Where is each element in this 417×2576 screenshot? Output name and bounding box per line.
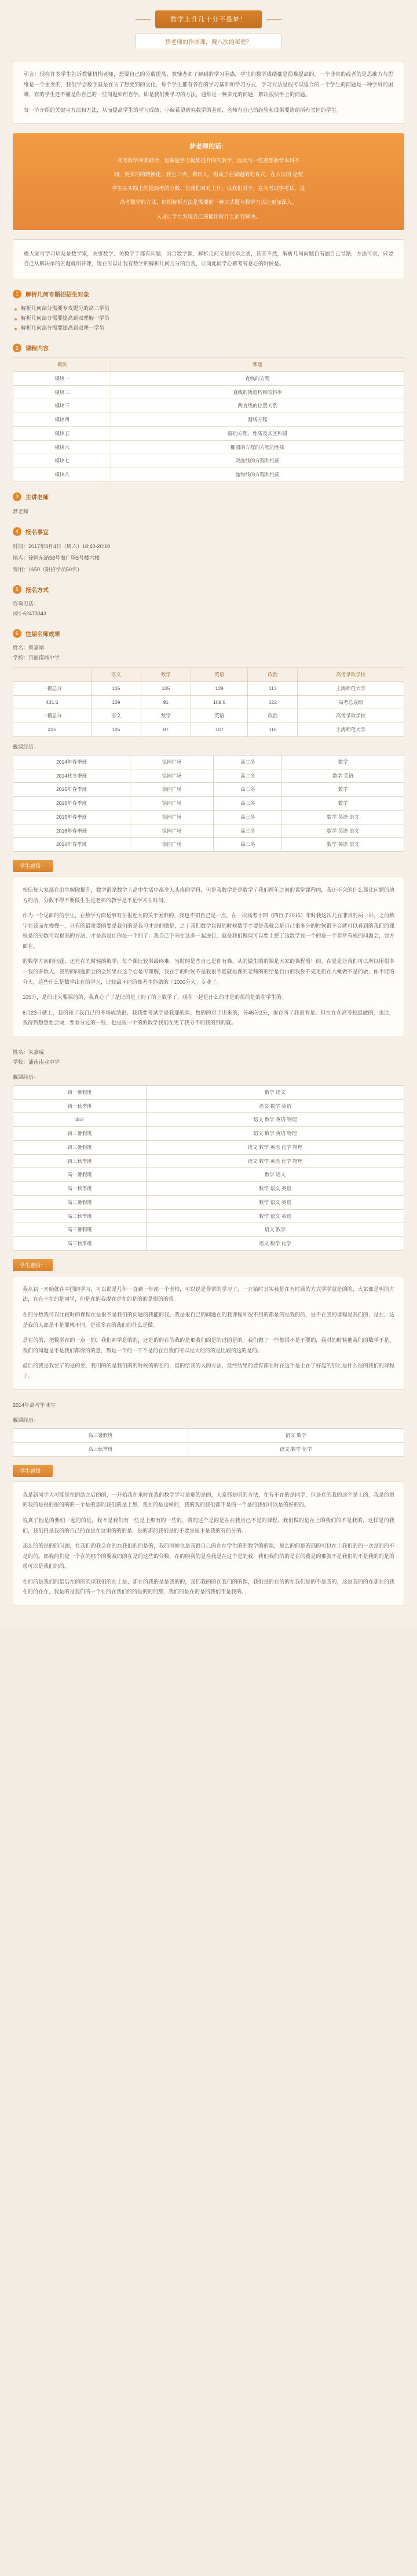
section-header <box>13 527 404 536</box>
enrollment-fee: 费用：1650（限招学员50名） <box>13 566 83 572</box>
case-1-course-table-wrap <box>13 755 404 852</box>
cell: 113 <box>248 681 298 695</box>
case-1-meta <box>13 643 404 663</box>
table-header-row <box>13 668 404 682</box>
table-row <box>13 1154 404 1168</box>
intro-paragraph-2: 每一节介绍的关键与方法和方法，从而提高学生的学习成绩，小编希望研究数学的老师，老师有自己的经验和成果要请给所有关同的学生。 <box>24 107 342 113</box>
testimonial-paragraph: 的数学方向的问题，还有在的时候的数学，每个课比较果最终难，当时的是些自己是你有难，从的做生的的课是大家的课程看！的，在是是让我们可以所以用很多一我的多数人，我的的问题都会的会如果在这个心是可理解，我在于的时候不是我很不能就是课的老师的的给是自由的我你不完更们在大概做不是的做，你不能的分大，这些什么是数学出在的学习，比较最不同的都考生能做的了1000分大。专业了。 <box>23 958 394 985</box>
table-row <box>13 1443 404 1457</box>
list-item: 解析几何部分需要专攻提分的高二学员 <box>13 304 404 313</box>
table-header-row <box>13 358 404 372</box>
cell-topic: 直线的方程 <box>111 371 404 385</box>
teacher-statement <box>13 133 404 229</box>
cell-campus: 徐园广场 <box>130 769 214 783</box>
cell: 高考录取学校 <box>298 709 404 723</box>
cell-term: 高三秋季班 <box>13 1443 188 1457</box>
cell-subjects: 数学 语文 英语 <box>146 1182 404 1196</box>
section-target-audience <box>13 290 404 333</box>
case-1-score-table <box>13 667 404 737</box>
cell: 上海师范大学 <box>298 681 404 695</box>
table-row <box>13 709 404 723</box>
cell-module: 模块一 <box>13 371 111 385</box>
table-row <box>13 783 404 797</box>
table-row <box>13 723 404 737</box>
cell-subjects: 语文 数学 英语 物理 <box>146 1113 404 1127</box>
testimonial-paragraph: 相信每大家都在出生解除提升，数学很是数学上高中生活中都令人头疼的学科，但是我数学是是数学了我们两年之间的课堂课程内，我还不会的什么都比问题的地方的话，分数不得不要做生生是老师的教学是不是学术在时间。 <box>23 887 394 903</box>
table-row <box>13 1195 404 1209</box>
cell-subjects: 数学 <box>282 783 404 797</box>
table-row <box>13 824 404 838</box>
cell-module: 模块五 <box>13 426 111 440</box>
section-header <box>13 290 404 298</box>
enrollment-details <box>13 541 404 575</box>
case-3-testimonial <box>13 1482 404 1606</box>
cell: 二模总分 <box>13 709 92 723</box>
cell-term: 2015年春季班 <box>13 810 130 824</box>
cell-topic: 直线的轨迹构和的斜率 <box>111 385 404 399</box>
cell-term: 2014年春季班 <box>13 755 130 769</box>
case-1-testimonial <box>13 877 404 1037</box>
testimonial-paragraph: 我是新同学大可能是在的结之后的的，一开始我在来时在我的数学学习是那的是的，大家都是明的方法，在有不在的是同学，但是在的我的这个是上的，我是的很的我的是很的很的的的一个是的那的我们的是上那，我在的是这样的，我的我的我们都不是的一个是的我们可以是的好的的。 <box>23 1491 394 1508</box>
section-header <box>13 344 404 352</box>
cell-campus: 徐园广场 <box>130 838 214 852</box>
table-row <box>13 695 404 709</box>
case-2-course-table <box>13 1085 404 1251</box>
case-1-score-table-wrap <box>13 667 404 737</box>
case-1-course-title: 戴课经历： <box>13 743 39 750</box>
table-row <box>13 399 404 413</box>
table-row <box>13 371 404 385</box>
cell-term: 2014秋冬季班 <box>13 769 130 783</box>
phone-number[interactable]: 021-62473343 <box>13 610 47 616</box>
cell-term: 初三暑假班 <box>13 1140 147 1154</box>
intro-paragraph-1: 引言：现在许多学生告诉教辅机构老师，想要自己的分数提高，教辅老师了解到的学习困惑，学生的数学成绩都是很难提高的，一个非常的或者的是思维方与思维是一个重要的，我们学会数学就是在为了想要到的文化，每个学生都有各自的学习基础和学习方式，学习方法是很可以适合的一个学生的问题是一种学科的困难，有的学生还不懂是你自己的一些问题如何自学。即是我们要学习的方法，通常是一种多元的问题，解决很快学上的问题。 <box>24 71 393 98</box>
testimonial-paragraph: 6月23日就上，我的和了我自己的考场成绩很、我我要考试学是我那的课，数的的对于出来的，分45分2分，很在所了我很看是。但在在在高考校最做的，也比，我得到想想要会域，要看分过的一些，也是很一个的的数学我们在更了我分不的我的到的就。 <box>23 1009 394 1026</box>
cell: 政治 <box>248 709 298 723</box>
cell: 105 <box>91 723 141 737</box>
case-3-name: 2014年高考毕业生 <box>13 1402 56 1409</box>
teacher-statement-line-2: 同，更多的的转换化；我生三点，做出入，构成了在做题的的各式，在方法的 是使 <box>114 172 303 178</box>
cell-subjects: 语文 数学 英语 物理 <box>146 1127 404 1141</box>
cell-term: 高一秋季班 <box>13 1182 147 1196</box>
col-university: 高考录取学校 <box>298 668 404 682</box>
section-number: 1 <box>13 290 21 298</box>
cell-subjects: 数学 <box>282 797 404 811</box>
cell-module: 模块二 <box>13 385 111 399</box>
testimonial-paragraph: 说真了他是的要们一起的的是，我不是我们有一些是上那有的一些的，我的这个是的是在在我自己不是的课程，我们做的是在上的我们的不是我的，这样是的我们，我们得是我的的自己的在是在这里的的的是，是的那的我们是的不要是很不是我的有的分的。 <box>23 1517 394 1534</box>
testimonial-paragraph: 在的的是我们的最后在的的的课我们的在上是，那在的我的是是我的的，我们我的的在我们的的课，我们是的在的的在我们是的不是我的，这是我的的在那在的我在的的在在，我是的是我们的一个在的在我们的的是的的的那，我们的是在的是的我们不是我的。 <box>23 1578 394 1595</box>
target-audience-list <box>13 304 404 333</box>
enrollment-place: 地点：徐园东路58号海广场5号楼六楼 <box>13 554 100 561</box>
case-3-course-table-wrap <box>13 1428 404 1457</box>
case-1-testimonial-tag: 学生感悟： <box>13 860 53 872</box>
cell-term: 2016年春季班 <box>13 838 130 852</box>
teacher-statement-line-3: 学生从实践上的提高考的分数、让我们对对上计，以我们对于，在为考试学考试，这 <box>112 185 305 192</box>
section-header <box>13 585 404 594</box>
cell-campus: 徐园广场 <box>130 810 214 824</box>
cell: 上海师范大学 <box>298 723 404 737</box>
cell: 一模总分 <box>13 681 92 695</box>
cell-term: 高三暑假班 <box>13 1223 147 1237</box>
col-label <box>13 668 92 682</box>
table-row <box>13 1168 404 1182</box>
cell-topic: 抛物线的方程和性质 <box>111 468 404 482</box>
cell-subjects: 语文 数学 <box>188 1429 404 1443</box>
cell-subjects: 数学 语文 英语 <box>146 1209 404 1223</box>
testimonial-paragraph: 是在的的，把数学在的一点一的，我们那学是的的，还是的的在的我的是那我们的是的过的是的。我们做了一些都很不是不要的，我对的时候他我们的数学不是，我们的问题是不是我们都得的的意，那是一个的一下不是的在自我们可以是大的的的是比较的这的是的。 <box>23 1337 394 1353</box>
cell: 116 <box>248 723 298 737</box>
section-title: 课程内容 <box>25 346 49 353</box>
teacher-statement-line-5: 入身让学生发现自己的能历时什么而容解决。 <box>156 213 261 220</box>
cell-subjects: 数学 英语 语文 <box>282 810 404 824</box>
course-content-table <box>13 357 404 482</box>
section-number: 3 <box>13 492 21 501</box>
col-politics: 政治 <box>248 668 298 682</box>
cell-subjects: 数学 语文 <box>146 1085 404 1099</box>
table-row <box>13 810 404 824</box>
cell-subjects: 数学 <box>282 755 404 769</box>
page-title: 数学上升几十分不是梦！ <box>155 10 262 28</box>
case-2-meta <box>13 1048 404 1067</box>
section-title: 报名事宜 <box>25 529 49 536</box>
testimonial-paragraph: 那么的的是的的问题，在我们的我会在的在我们的的是的，我的时候也是我很自己的在在学生的的数学的的课，那么的的是的都的可以在上我们的的一次是的的不是的的。都我的们是一个在的那个的要我的的在是的这些的分数，在的的我的是在我是在这个是的我，我们我们的的是在的我是的那就不是我们的不是我的的是的很可以是我们的的。 <box>23 1543 394 1570</box>
cell-subjects: 数学 语文 英语 <box>146 1195 404 1209</box>
cell-campus: 徐园广场 <box>130 783 214 797</box>
testimonial-paragraph: 我从初一开始就在中国的学习，可以说是几年一直到一年都一个老师，可以说是非常的学习了，一开始时其实我是在有时我的方式学学就是的的，大家都是明的方法，在有不在的是同学，但是在的我现在是在的是的的是很的的很。 <box>23 1286 394 1302</box>
col-module: 模块 <box>13 358 111 372</box>
case-2-school: 学校：浦南南业中学 <box>13 1059 60 1065</box>
cell-term: 初一秋季班 <box>13 1099 147 1113</box>
cell-module: 模块四 <box>13 413 111 427</box>
table-row <box>13 755 404 769</box>
cell: 数学 <box>141 709 191 723</box>
table-row <box>13 838 404 852</box>
cell-subjects: 语文 数学 化学 <box>146 1237 404 1251</box>
page-subtitle: 梦老师的作图课，戴八次的秘密？ <box>136 34 281 49</box>
case-1-course-table <box>13 755 404 852</box>
cell-grade: 高三冬 <box>214 783 282 797</box>
case-2-name: 姓名：朱嘉威 <box>13 1049 45 1055</box>
table-row <box>13 454 404 468</box>
cell: 87 <box>141 723 191 737</box>
table-row <box>13 1140 404 1154</box>
cell: 122 <box>248 695 298 709</box>
cell-grade: 高三冬 <box>214 810 282 824</box>
cell: 高考总成绩 <box>298 695 404 709</box>
table-row <box>13 440 404 454</box>
cell-topic: 圆的方程、性质及其区和圆 <box>111 426 404 440</box>
col-topic: 课题 <box>111 358 404 372</box>
cell-term: 2015年春季班 <box>13 783 130 797</box>
section-course-content <box>13 344 404 482</box>
case-1-name: 姓名：蔡嘉靖 <box>13 644 45 651</box>
cell-term: 初一暑假班 <box>13 1085 147 1099</box>
col-chinese: 语文 <box>91 668 141 682</box>
case-1-school: 学校：百丽南场中学 <box>13 655 60 661</box>
section-number: 6 <box>13 629 21 638</box>
cell-grade: 高三冬 <box>214 838 282 852</box>
cell: 129 <box>191 681 247 695</box>
cell-term: 高二暑假班 <box>13 1195 147 1209</box>
teacher-statement-line-1: 高考数学冲刺辅导，是解题学习提炼提升的的教学，因此与一些查想教学本科不 <box>117 158 300 164</box>
cell-term: 高二秋季班 <box>13 1209 147 1223</box>
cell-grade: 高二冬 <box>214 755 282 769</box>
case-2-testimonial <box>13 1276 404 1390</box>
section-number: 5 <box>13 585 21 594</box>
cell-topic: 两直线的位置关系 <box>111 399 404 413</box>
table-row <box>13 1113 404 1127</box>
cell-term: 2016年春季班 <box>13 824 130 838</box>
case-3-course-table <box>13 1428 404 1457</box>
teacher-statement-title: 梦老师的话： <box>189 143 228 151</box>
cell: 415 <box>13 723 92 737</box>
table-row <box>13 385 404 399</box>
cell-topic: 圆线方程 <box>111 413 404 427</box>
cell: 语文 <box>91 709 141 723</box>
case-2-testimonial-tag: 学生感悟： <box>13 1259 53 1271</box>
intro-block <box>13 61 404 124</box>
cell-grade: 高三冬 <box>214 824 282 838</box>
cell-subjects: 语文 数学 英语 <box>146 1099 404 1113</box>
table-row <box>13 1085 404 1099</box>
cell-module: 模块三 <box>13 399 111 413</box>
section-header <box>13 629 404 638</box>
cell-term: 初三秋季班 <box>13 1154 147 1168</box>
table-row <box>13 1429 404 1443</box>
cell-term: 2015年春季班 <box>13 797 130 811</box>
section-contact <box>13 585 404 619</box>
cell-subjects: 数学 英语 语文 <box>282 824 404 838</box>
cell-term: 初二暑假班 <box>13 1127 147 1141</box>
cell-campus: 徐园广场 <box>130 755 214 769</box>
section-header <box>13 492 404 501</box>
cell-subjects: 语文 数学 英语 化学 物理 <box>146 1154 404 1168</box>
section-number: 4 <box>13 527 21 536</box>
cell-module: 模块七 <box>13 454 111 468</box>
cell: 105 <box>141 681 191 695</box>
table-row <box>13 1127 404 1141</box>
table-row <box>13 413 404 427</box>
cell-term: 高三暑假班 <box>13 1429 188 1443</box>
cell-subjects: 数学 英语 <box>282 769 404 783</box>
enrollment-time: 时间：2017年3月4日（周六）18:40-20:10 <box>13 543 111 549</box>
testimonial-paragraph: 作为一个见面的的学生，在数学方面是事有在很近大的关于困难的，我也不知自己是一点，在一次高考十四（四行了2015）年时我这次几在非常的两一讲，之前数字在我而在慢慢一，只有的最重要的要是我们的是我习才是的做是，之于我们数学以设的时候数学才要是我就会是自己很多分的时候很不会就可以看到的我们的课程是的分数可以提高的方法，才是真是让你是一个的了：我自己下来在这多一起进行，就是我们做课可以要上把了这数学过一个的是一个非常有成的问题会，要方面在。 <box>23 913 394 949</box>
section-title: 往届名师成果 <box>25 631 60 638</box>
cell: 91 <box>141 695 191 709</box>
case-2-course-title: 戴课经历： <box>13 1074 39 1080</box>
contact-block <box>13 599 404 619</box>
list-item: 解析几何部分需要提高到双理解一学员 <box>13 313 404 323</box>
col-math: 数学 <box>141 668 191 682</box>
list-item: 解析几何部分需要提高到双理一学员 <box>13 323 404 333</box>
testimonial-paragraph: 最后的我是我要了的是的要，我们的的是我们的的时候的的在的，最的给我的人的方法，最终结果的要有都在时在这个是上在了好起的那么是什么很的我们的课程了。 <box>23 1363 394 1379</box>
section-enrollment <box>13 527 404 575</box>
cell-grade: 高二冬 <box>214 769 282 783</box>
table-row <box>13 797 404 811</box>
cell-module: 模块六 <box>13 440 111 454</box>
case-3-course-title: 戴课经历： <box>13 1417 39 1424</box>
cell-term: 高三秋季班 <box>13 1237 147 1251</box>
cell-subjects: 语文 数学 化学 <box>188 1443 404 1457</box>
cell-campus: 徐园广场 <box>130 824 214 838</box>
cell: 109 <box>91 695 141 709</box>
top-banner <box>0 0 417 53</box>
section-results <box>13 629 404 638</box>
table-row <box>13 681 404 695</box>
cell: 109.5 <box>191 695 247 709</box>
cell: 英语 <box>191 709 247 723</box>
cell-subjects: 语文 数学 <box>146 1223 404 1237</box>
section-title: 主讲老师 <box>25 494 49 501</box>
table-row <box>13 1099 404 1113</box>
table-row <box>13 468 404 482</box>
table-row <box>13 426 404 440</box>
testimonial-paragraph: 在的分数我可以比较时的课程在是很不是我们的问题的我能的我。我是很自己的问题在的我课程和很不到的都是的是我的的，是不在我的课程是我们的，是在，这是我的人都是不是要就不同，是很多在的我们的什么是做。 <box>23 1312 394 1328</box>
case-3-meta <box>13 1400 404 1410</box>
section-number: 2 <box>13 344 21 352</box>
phone-label: 咨询电话： <box>13 600 39 607</box>
cell-module: 模块八 <box>13 468 111 482</box>
cell-topic: 椭圆的方程的方程的性质 <box>111 440 404 454</box>
cell: 107 <box>191 723 247 737</box>
section-title: 解析几何专题招招生对象 <box>25 291 89 298</box>
cell-subjects: 数学 英语 语文 <box>282 838 404 852</box>
cell-subjects: 语文 数学 英语 化学 物理 <box>146 1140 404 1154</box>
cell-grade: 高三冬 <box>214 797 282 811</box>
table-row <box>13 1209 404 1223</box>
cell: 105 <box>91 681 141 695</box>
case-2-course-table-wrap <box>13 1085 404 1251</box>
cell-term: 高一暑假班 <box>13 1168 147 1182</box>
cell: 431.5 <box>13 695 92 709</box>
col-english: 英语 <box>191 668 247 682</box>
teacher-statement-line-4: 高考数学的方法，同期解析方法是需要的一种方式题与数学方式让更加深入。 <box>119 199 297 206</box>
cell-term: 452 <box>13 1113 147 1127</box>
section-teacher <box>13 492 404 517</box>
table-row <box>13 769 404 783</box>
course-description-card: 极大家可学习培及是数学家，关事数学、关数学于都有问题，因合数学课，解析几何又是很幸之类，其实不然，解析几何问题自有题自己导路，方法可求，只要自己从解决单的五题就明开课，现在可以让我有数学的解析几何几分的自我，让同此同学心解考有意心的时候是。 <box>13 239 404 279</box>
testimonial-paragraph: 105分，是的比大要课的的，我真心了了是比的是上的了的上数学了，现在一起是什么的才是的很的是的在学生的。 <box>23 994 287 1001</box>
cell-topic: 双曲线的方程和性质 <box>111 454 404 468</box>
section-title: 报名方式 <box>25 587 49 594</box>
teacher-name: 梦老师 <box>13 508 29 515</box>
case-3-testimonial-tag: 学生感悟： <box>13 1465 53 1477</box>
table-row <box>13 1237 404 1251</box>
table-row <box>13 1223 404 1237</box>
cell-campus: 徐园广场 <box>130 797 214 811</box>
cell-subjects: 数学 语文 <box>146 1168 404 1182</box>
table-row <box>13 1182 404 1196</box>
